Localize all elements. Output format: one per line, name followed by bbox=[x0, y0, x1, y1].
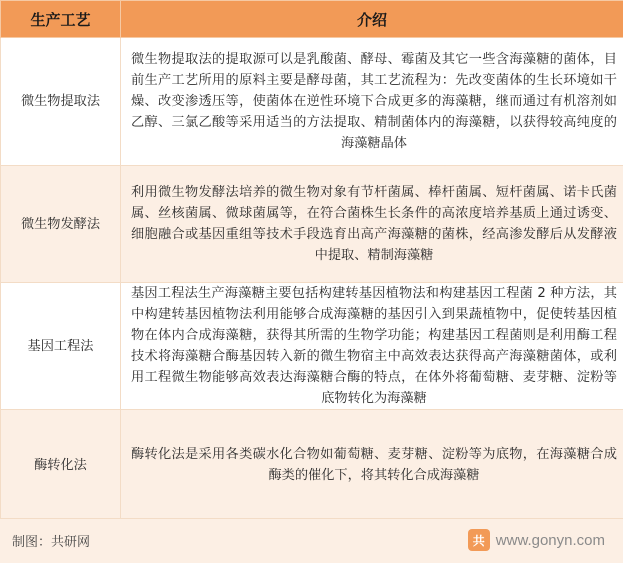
process-name: 基因工程法 bbox=[1, 283, 121, 410]
table-row bbox=[1, 283, 623, 410]
table-row bbox=[1, 38, 623, 166]
header-process: 生产工艺 bbox=[1, 1, 121, 38]
process-description: 微生物提取法的提取源可以是乳酸菌、酵母、霉菌及其它一些含海藻糖的菌体，目前生产工艺所用的原料主要是酵母菌，其工艺流程为：先改变菌体的生长环境如干燥、改变渗透压等，使菌体在逆性环境下合成更多的海藻糖，继而通过有机溶剂如乙醇、三氯乙酸等采用适当的方法提取、精制菌体内的海藻糖，以获得较高纯度的海藻糖晶体 bbox=[121, 38, 623, 166]
table-row bbox=[1, 410, 623, 521]
process-name: 酶转化法 bbox=[1, 410, 121, 521]
process-description: 基因工程法生产海藻糖主要包括构建转基因植物法和构建基因工程菌 2 种方法，其中构建转基因植物法利用能够合成海藻糖的基因引入到果蔬植物中，促使转基因植物在体内合成海藻糖，获得其所需的生物学功能；构建基因工程菌则是利用酶工程技术将海藻糖合酶基因转入新的微生物宿主中高效表达获得高产海藻糖菌体，或利用工程微生物能够高效表达海藻糖合酶的特点，在体外将葡萄糖、麦芽糖、淀粉等底物转化为海藻糖 bbox=[121, 283, 623, 410]
header-description: 介绍 bbox=[121, 1, 623, 38]
process-description: 酶转化法是采用各类碳水化合物如葡萄糖、麦芽糖、淀粉等为底物，在海藻糖合成酶类的催化下，将其转化合成海藻糖 bbox=[121, 410, 623, 521]
table-header-row bbox=[1, 1, 623, 38]
process-name: 微生物提取法 bbox=[1, 38, 121, 166]
process-description: 利用微生物发酵法培养的微生物对象有节杆菌属、棒杆菌属、短杆菌属、诺卡氏菌属、丝核菌属、微球菌属等，在符合菌株生长条件的高浓度培养基质上通过诱变、细胞融合或基因重组等技术手段选育出高产海藻糖的菌株，经高渗发酵后从发酵液中提取、精制海藻糖 bbox=[121, 166, 623, 283]
footer bbox=[0, 518, 623, 563]
table-row bbox=[1, 166, 623, 283]
gonyn-logo-icon: 共 bbox=[468, 529, 490, 551]
process-name: 微生物发酵法 bbox=[1, 166, 121, 283]
brand-url: www.gonyn.com bbox=[496, 532, 605, 549]
source-credit: 制图：共研网 bbox=[12, 531, 90, 550]
brand-watermark bbox=[468, 529, 605, 551]
